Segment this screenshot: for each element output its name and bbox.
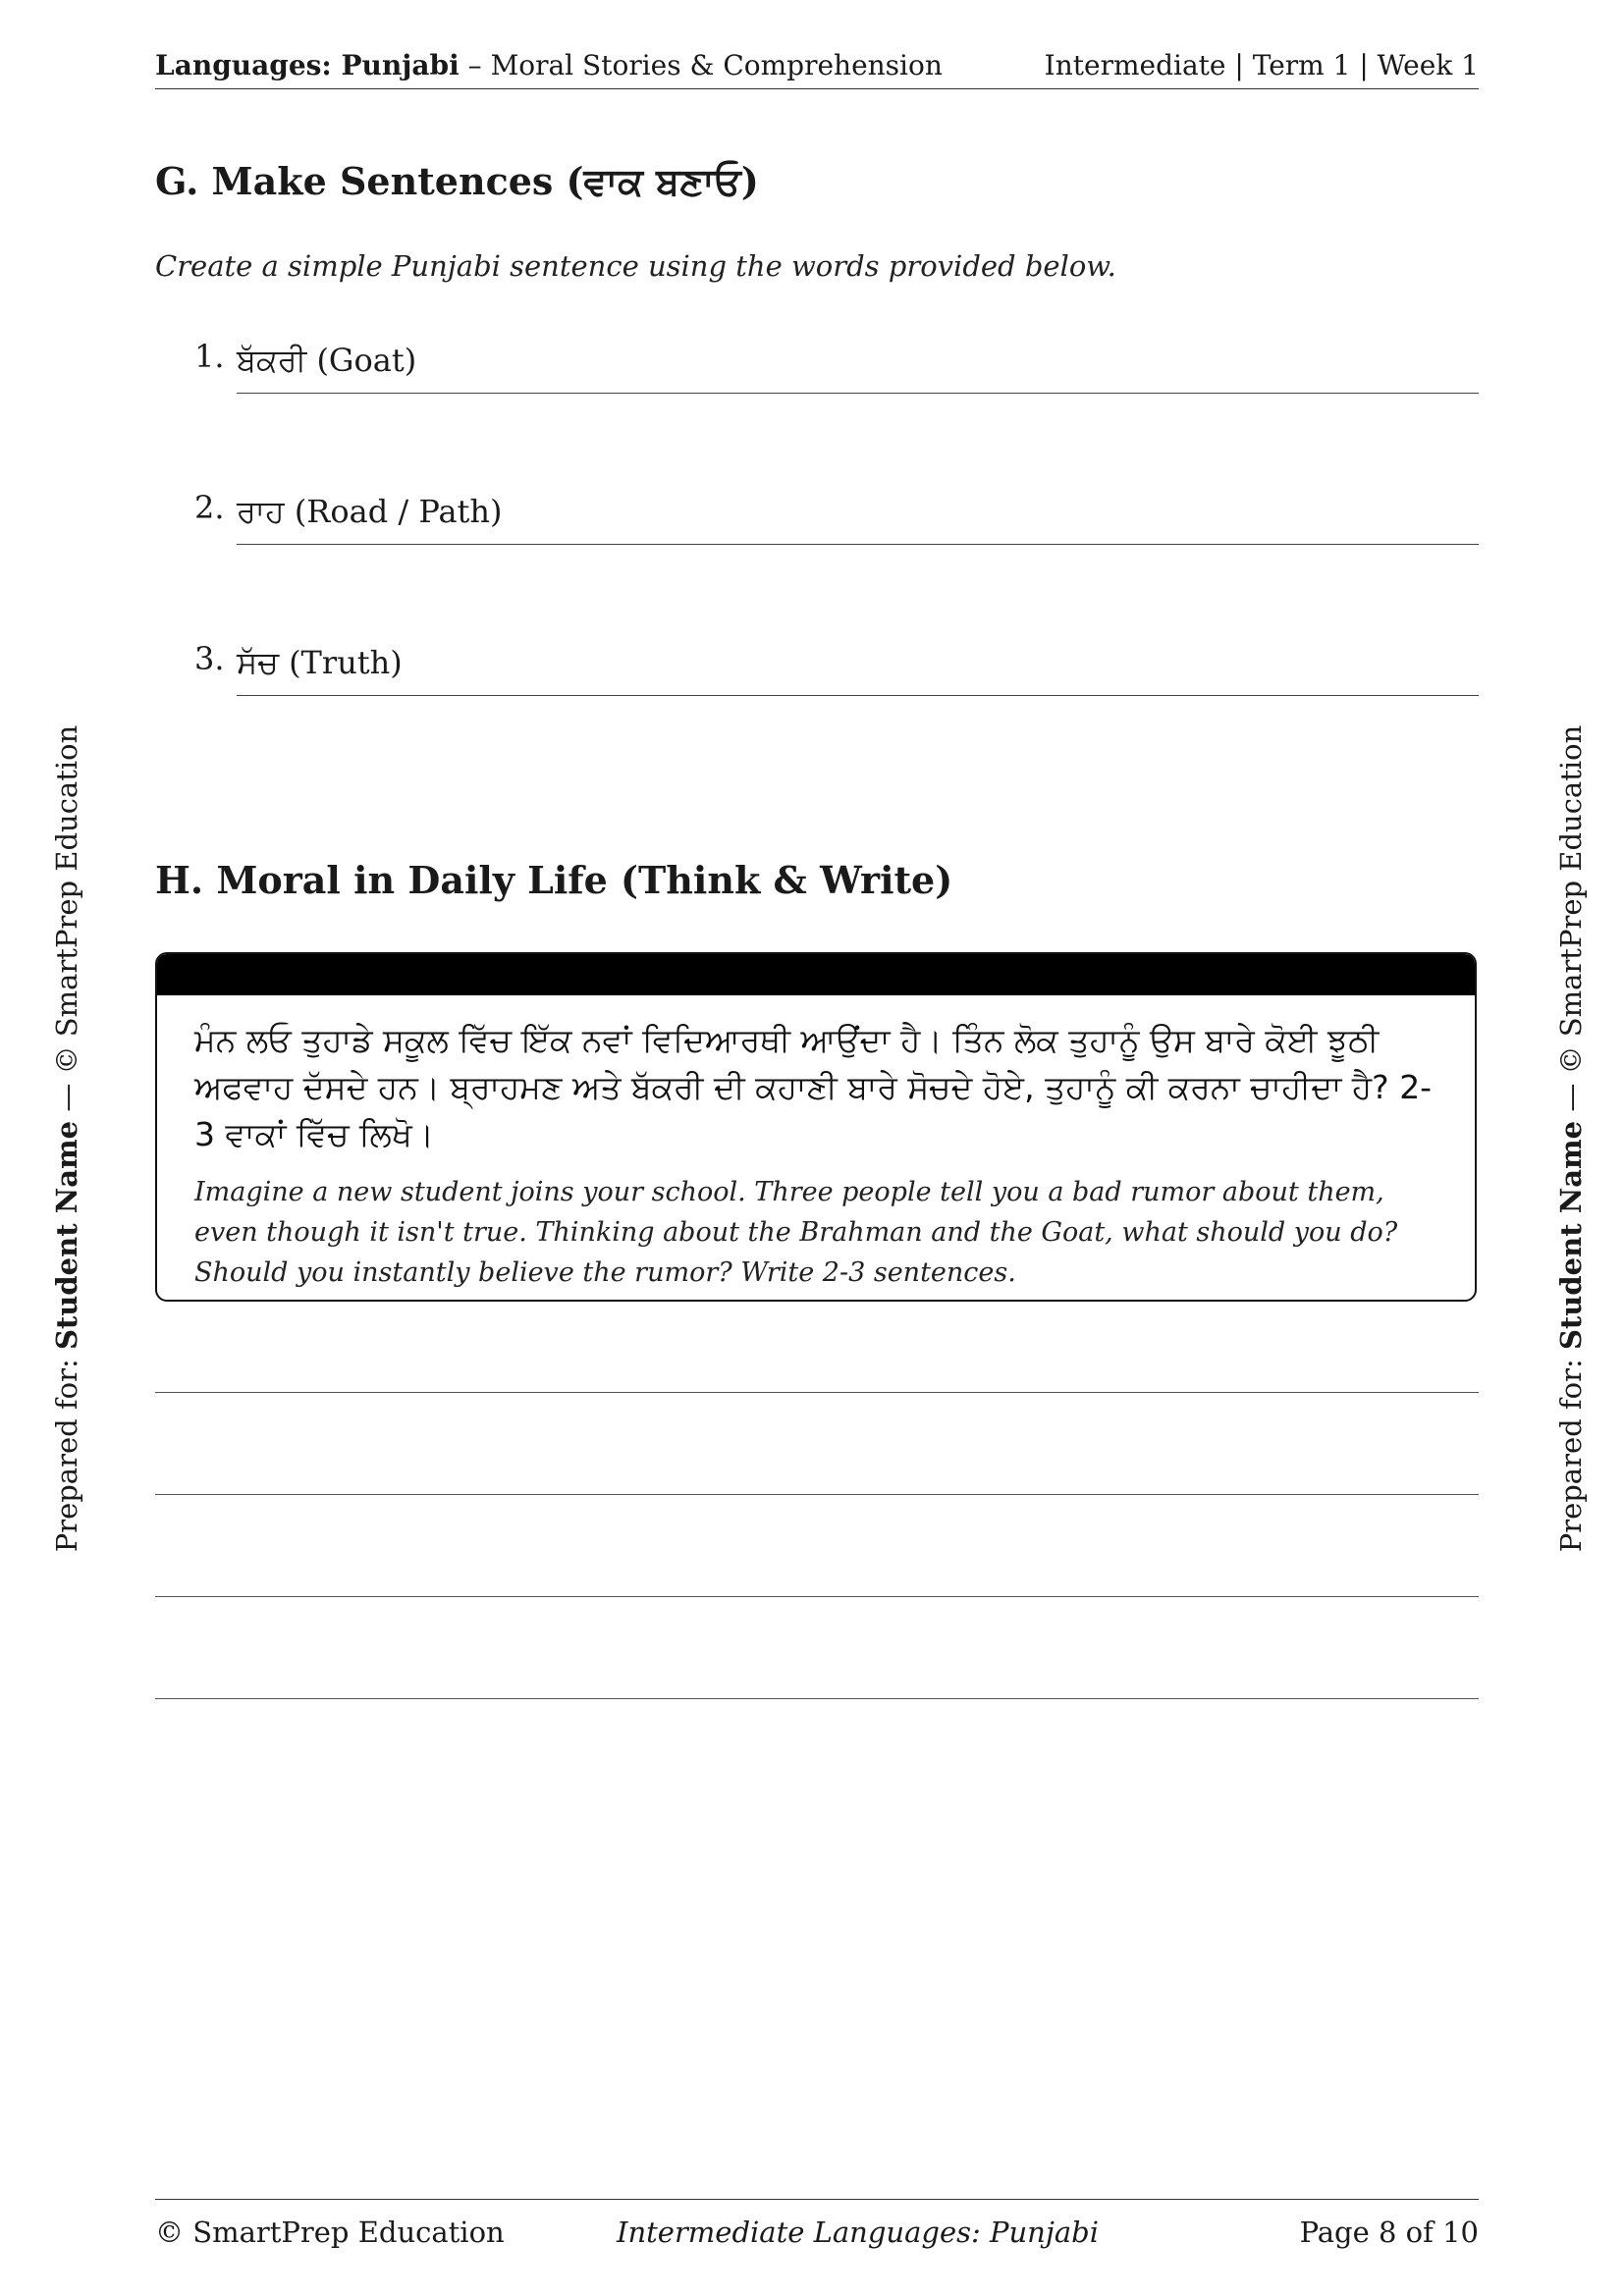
prompt-english-text: Imagine a new student joins your school. Three people tell you a bad rumor about them, even though it isn't true. Thinking about the Brahman and the Goat, what should you do? Should you instantly believe the rumor? Write 2-3 sentences. [194, 1177, 1398, 1288]
sentence-item-3 [194, 640, 1479, 699]
side-suffix: — © SmartPrep Education [50, 724, 83, 1121]
sentence-answer-line-2[interactable] [237, 489, 1479, 545]
writing-line-4[interactable] [155, 1698, 1479, 1699]
side-note-left [50, 725, 83, 1553]
item-word: ਸੱਚ [237, 644, 279, 681]
item-number: 1. [194, 338, 225, 375]
writing-line-2[interactable] [155, 1494, 1479, 1495]
side-student-name: Student Name [50, 1120, 83, 1351]
sentence-answer-line-3[interactable] [237, 640, 1479, 696]
header-subject-bold: Languages: Punjabi [155, 49, 460, 81]
prompt-box [155, 952, 1477, 1302]
side-student-name: Student Name [1554, 1120, 1588, 1351]
header-level: Intermediate | Term 1 | Week 1 [1044, 49, 1479, 81]
prompt-box-header-bar [157, 954, 1475, 995]
section-g-instruction: Create a simple Punjabi sentence using the words provided below. [155, 249, 1116, 283]
section-g-title: G. Make Sentences (ਵਾਕ ਬਣਾਓ) [155, 159, 759, 203]
sentence-answer-line-1[interactable] [237, 338, 1479, 394]
item-word: ਬੱਕਰੀ [237, 342, 307, 379]
item-number: 2. [194, 489, 225, 526]
side-prefix: Prepared for: [1554, 1350, 1588, 1553]
footer-course: Intermediate Languages: Punjabi [617, 2216, 1099, 2249]
prompt-punjabi-text: ਮੰਨ ਲਓ ਤੁਹਾਡੇ ਸਕੂਲ ਵਿੱਚ ਇੱਕ ਨਵਾਂ ਵਿਦਿਆਰਥੀ ਆਉਂਦਾ ਹੈ। ਤਿੰਨ ਲੋਕ ਤੁਹਾਨੂੰ ਉਸ ਬਾਰੇ ਕੋਈ ਝੂਠੀ ਅਫਵਾਹ ਦੱਸਦੇ ਹਨ। ਬ੍ਰਾਹਮਣ ਅਤੇ ਬੱਕਰੀ ਦੀ ਕਹਾਣੀ ਬਾਰੇ ਸੋਚਦੇ ਹੋਏ, ਤੁਹਾਨੂੰ ਕੀ ਕਰਨਾ ਚਾਹੀਦਾ ਹੈ? 2-3 ਵਾਕਾਂ ਵਿੱਚ ਲਿਖੋ। [194, 1021, 1433, 1153]
writing-line-1[interactable] [155, 1392, 1479, 1393]
item-word: ਰਾਹ [237, 493, 285, 530]
footer-copyright: © SmartPrep Education [155, 2216, 505, 2249]
section-h-title: H. Moral in Daily Life (Think & Write) [155, 858, 953, 902]
header-subject [155, 49, 943, 81]
footer-page-number: Page 8 of 10 [1299, 2216, 1479, 2249]
side-suffix: — © SmartPrep Education [1554, 724, 1588, 1121]
page-footer [155, 2199, 1479, 2255]
side-note-right [1554, 725, 1588, 1553]
item-meaning: (Truth) [278, 644, 403, 681]
item-meaning: (Road / Path) [284, 493, 503, 530]
sentence-item-2 [194, 489, 1479, 548]
writing-line-3[interactable] [155, 1596, 1479, 1597]
header-subject-rest: – Moral Stories & Comprehension [459, 49, 943, 81]
side-prefix: Prepared for: [50, 1350, 83, 1553]
sentence-item-1 [194, 338, 1479, 397]
item-number: 3. [194, 640, 225, 677]
page-header [155, 47, 1479, 89]
item-meaning: (Goat) [306, 342, 417, 379]
